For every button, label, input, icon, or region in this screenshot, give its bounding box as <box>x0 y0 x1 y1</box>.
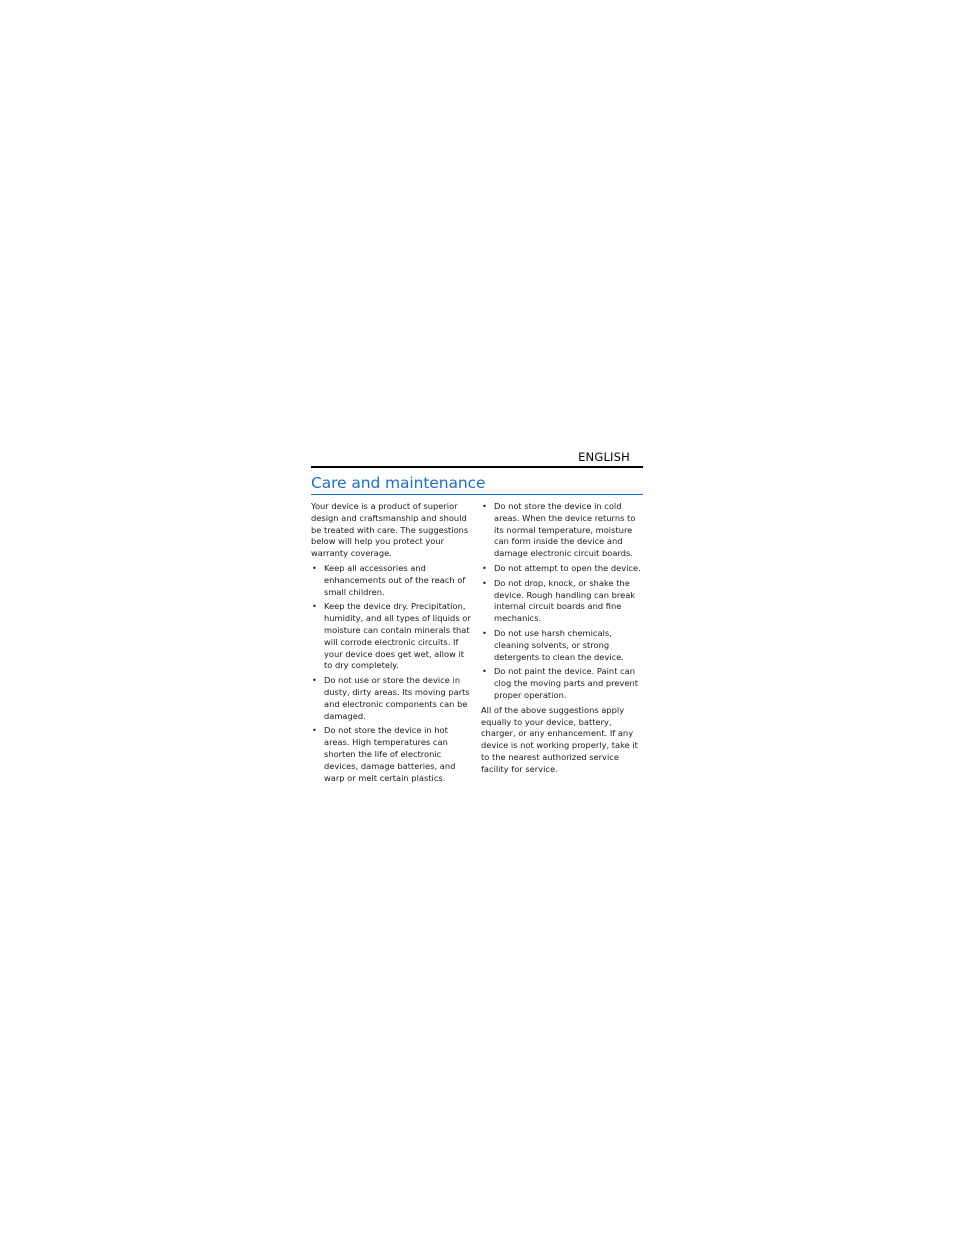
list-item <box>311 601 472 672</box>
list-item-text: Do not attempt to open the device. <box>494 562 641 573</box>
list-item-text: Do not use harsh chemicals, cleaning solvents, or strong detergents to clean the device. <box>494 627 624 662</box>
header-rule <box>311 466 643 468</box>
left-column <box>311 501 472 787</box>
list-item-text: Keep the device dry. Precipitation, humidity, and all types of liquids or moisture can contain minerals that will corrode electronic circuits. If your device does get wet, allow it to dry completely. <box>324 601 471 671</box>
title-rule <box>311 494 643 495</box>
list-item-text: Do not drop, knock, or shake the device. Rough handling can break internal circuit boards and fine mechanics. <box>494 577 636 624</box>
document-page <box>311 450 643 783</box>
section-title: Care and maintenance <box>311 474 486 492</box>
bullet-icon: • <box>312 675 317 686</box>
list-item-text: Do not use or store the device in dusty, dirty areas. Its moving parts and electronic components can be damaged. <box>324 675 470 721</box>
list-item <box>311 725 472 784</box>
list-item <box>481 666 642 701</box>
list-item <box>481 563 642 575</box>
list-item <box>481 628 642 663</box>
right-column <box>481 501 642 779</box>
bullet-icon: • <box>312 562 317 573</box>
list-item <box>311 675 472 722</box>
list-item <box>311 563 472 598</box>
right-bullet-list <box>481 501 642 702</box>
intro-paragraph: Your device is a product of superior design and craftsmanship and should be treated with care. The suggestions below will help you protect your warranty coverage. <box>311 501 469 559</box>
running-header <box>311 450 643 466</box>
bullet-icon: • <box>482 577 487 588</box>
list-item <box>481 578 642 625</box>
bullet-icon: • <box>482 666 487 677</box>
bullet-icon: • <box>482 562 487 573</box>
list-item-text: Do not store the device in hot areas. High temperatures can shorten the life of electronic devices, damage batteries, and warp or melt certain plastics. <box>324 725 456 783</box>
bullet-icon: • <box>482 627 487 638</box>
list-item-text: Do not paint the device. Paint can clog the moving parts and prevent proper operation. <box>494 666 638 700</box>
list-item-text: Do not store the device in cold areas. When the device returns to its normal temperature, moisture can form inside the device and damage electronic circuit boards. <box>494 501 636 559</box>
bullet-icon: • <box>312 601 317 612</box>
list-item-text: Keep all accessories and enhancements out of the reach of small children. <box>324 562 466 597</box>
bullet-icon: • <box>312 725 317 736</box>
left-bullet-list <box>311 563 472 784</box>
bullet-icon: • <box>482 501 487 511</box>
language-label: ENGLISH <box>578 450 630 464</box>
list-item <box>481 501 642 560</box>
closing-paragraph: All of the above suggestions apply equally to your device, battery, charger, or any enhancement. If any device is not working properly, take it to the nearest authorized service facility for service. <box>481 704 638 774</box>
